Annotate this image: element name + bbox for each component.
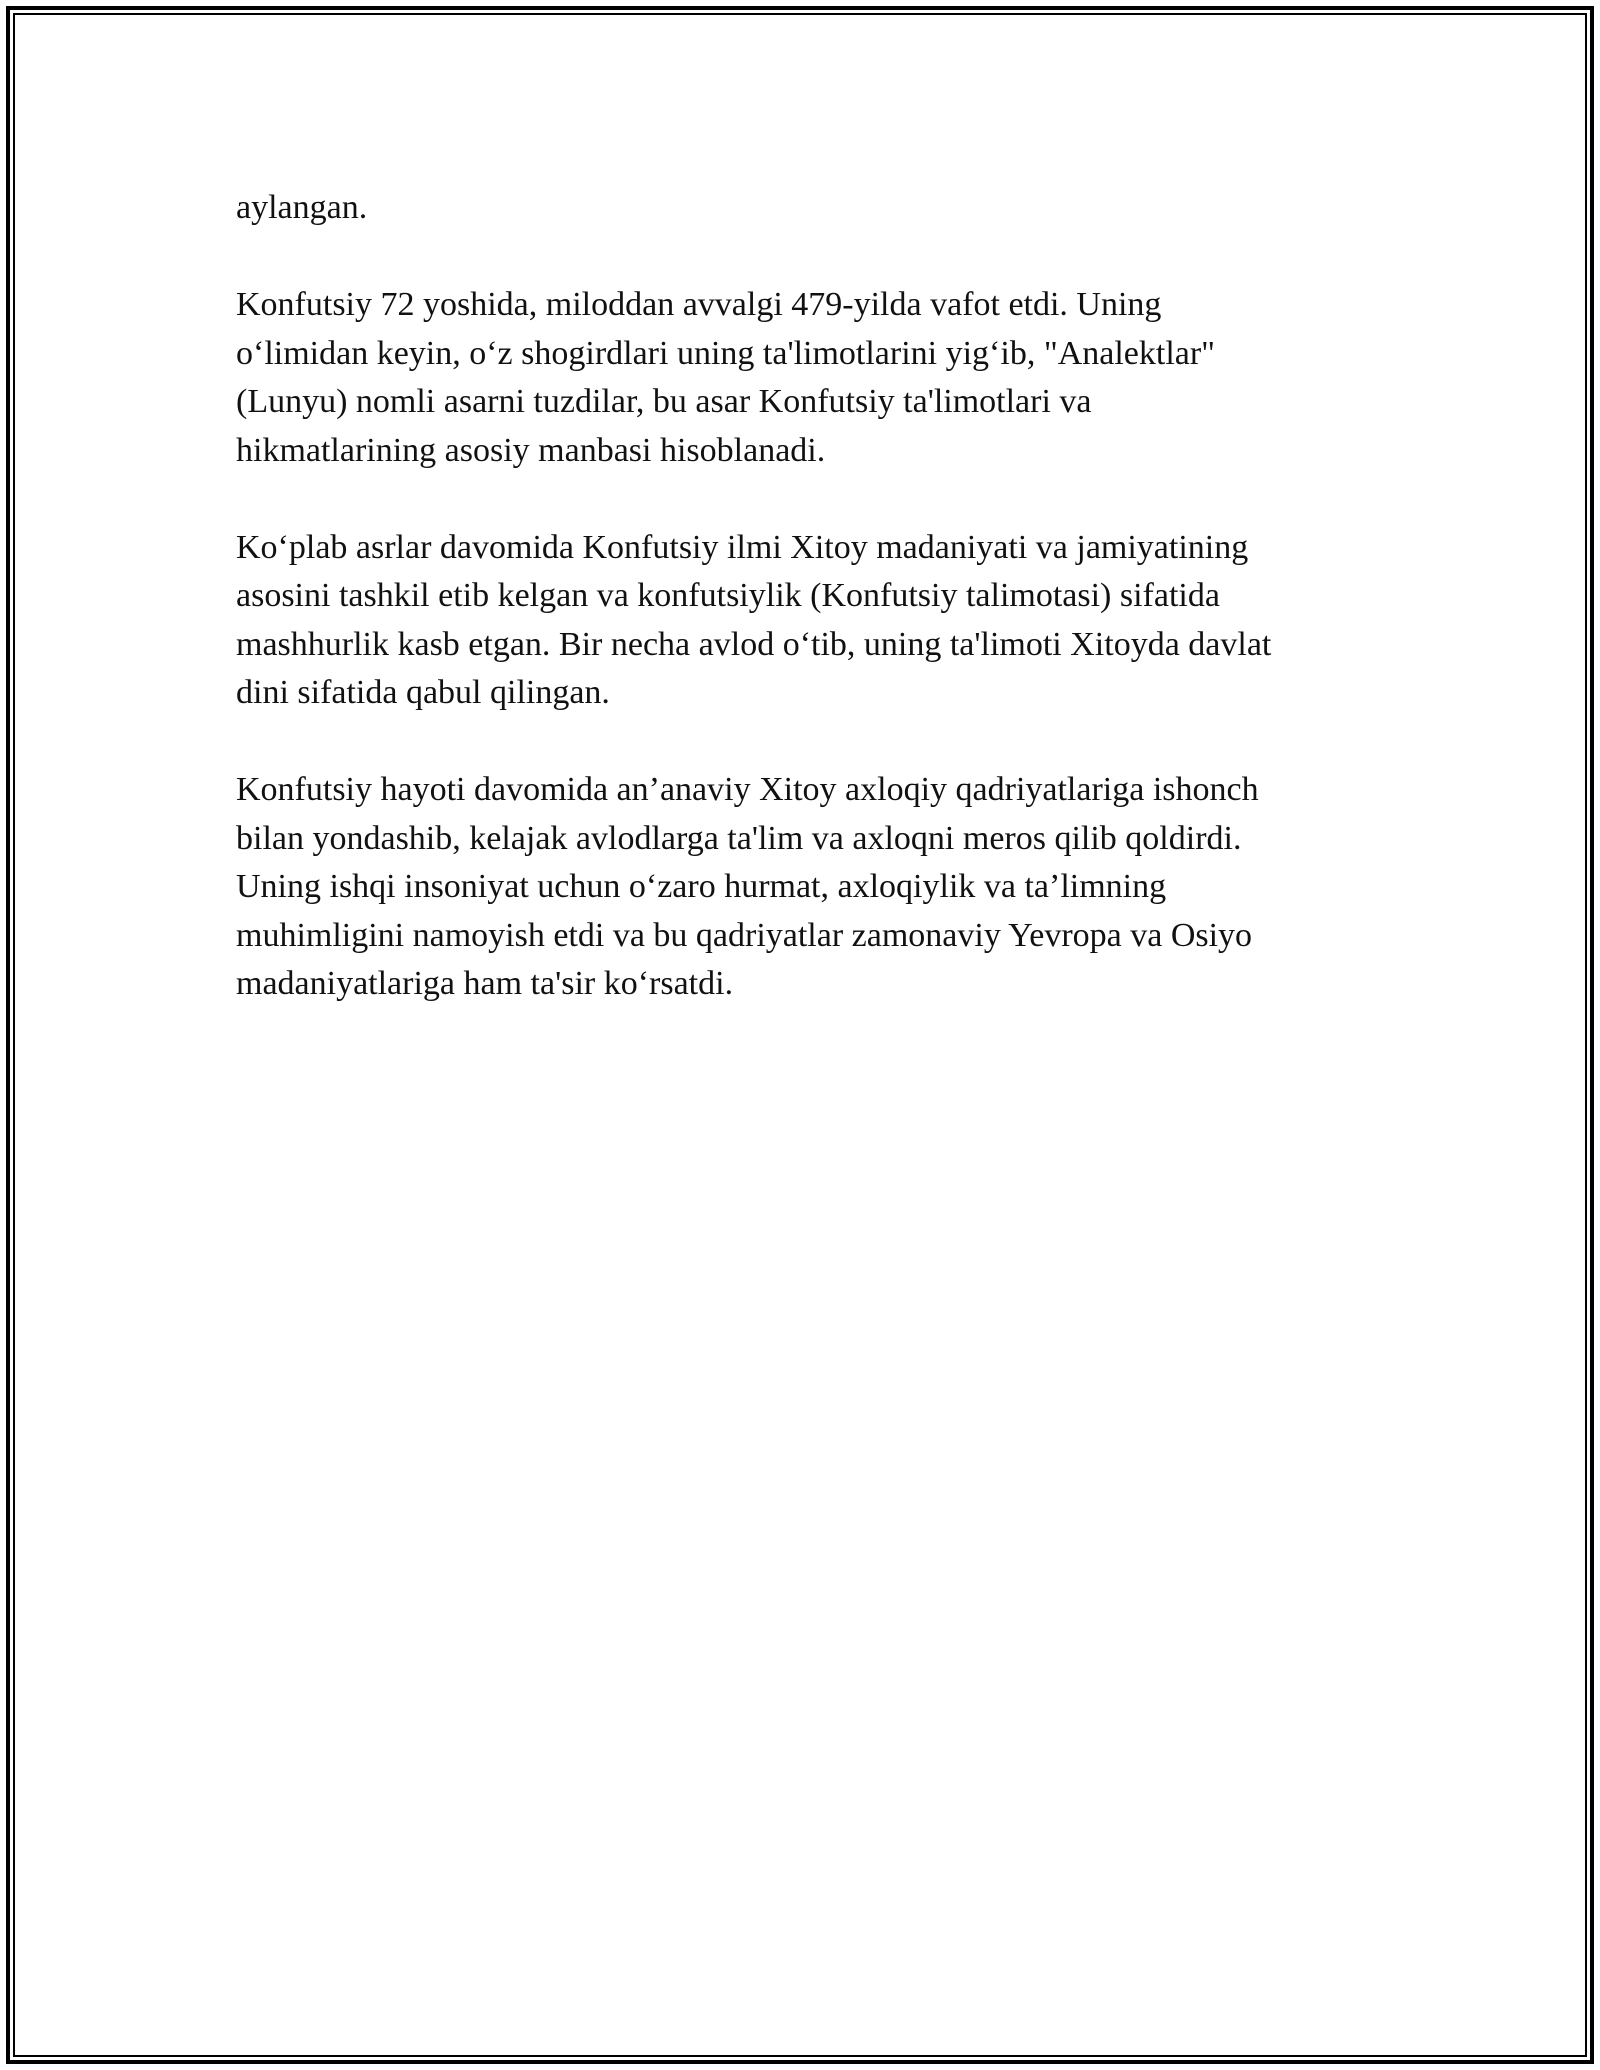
text-line: Uning ishqi insoniyat uchun o‘zaro hurmat, axloqiylik va ta’limning <box>236 868 1167 905</box>
text-line: Ko‘plab asrlar davomida Konfutsiy ilmi Xitoy madaniyati va jamiyatining <box>236 528 1249 566</box>
paragraph-death-and-analects <box>236 281 1366 475</box>
text-line: o‘limidan keyin, o‘z shogirdlari uning ta'limotlarini yig‘ib, "Analektlar" <box>236 334 1216 372</box>
paragraph-confucianism-legacy <box>236 524 1366 718</box>
text-line: muhimligini namoyish etdi va bu qadriyatlar zamonaviy Yevropa va Osiyo <box>236 916 1253 954</box>
paragraph-continuation <box>236 184 1366 233</box>
text-line: dini sifatida qabul qilingan. <box>236 674 610 711</box>
text-line: aylangan. <box>236 189 368 226</box>
paragraph-moral-values <box>236 766 1366 1009</box>
text-line: asosini tashkil etib kelgan va konfutsiylik (Konfutsiy talimotasi) sifatida <box>236 577 1220 614</box>
text-line: bilan yondashib, kelajak avlodlarga ta'lim va axloqni meros qilib qoldirdi. <box>236 819 1242 857</box>
text-line: Konfutsiy hayoti davomida an’anaviy Xitoy axloqiy qadriyatlariga ishonch <box>236 771 1259 808</box>
text-line: Konfutsiy 72 yoshida, miloddan avvalgi 479-yilda vafot etdi. Uning <box>236 286 1162 323</box>
text-line: hikmatlarining asosiy manbasi hisoblanadi. <box>236 431 826 469</box>
text-line: madaniyatlariga ham ta'sir ko‘rsatdi. <box>236 965 734 1002</box>
document-body <box>236 184 1366 1057</box>
text-line: mashhurlik kasb etgan. Bir necha avlod o‘tib, uning ta'limoti Xitoyda davlat <box>236 625 1272 663</box>
text-line: (Lunyu) nomli asarni tuzdilar, bu asar Konfutsiy ta'limotlari va <box>236 383 1092 420</box>
